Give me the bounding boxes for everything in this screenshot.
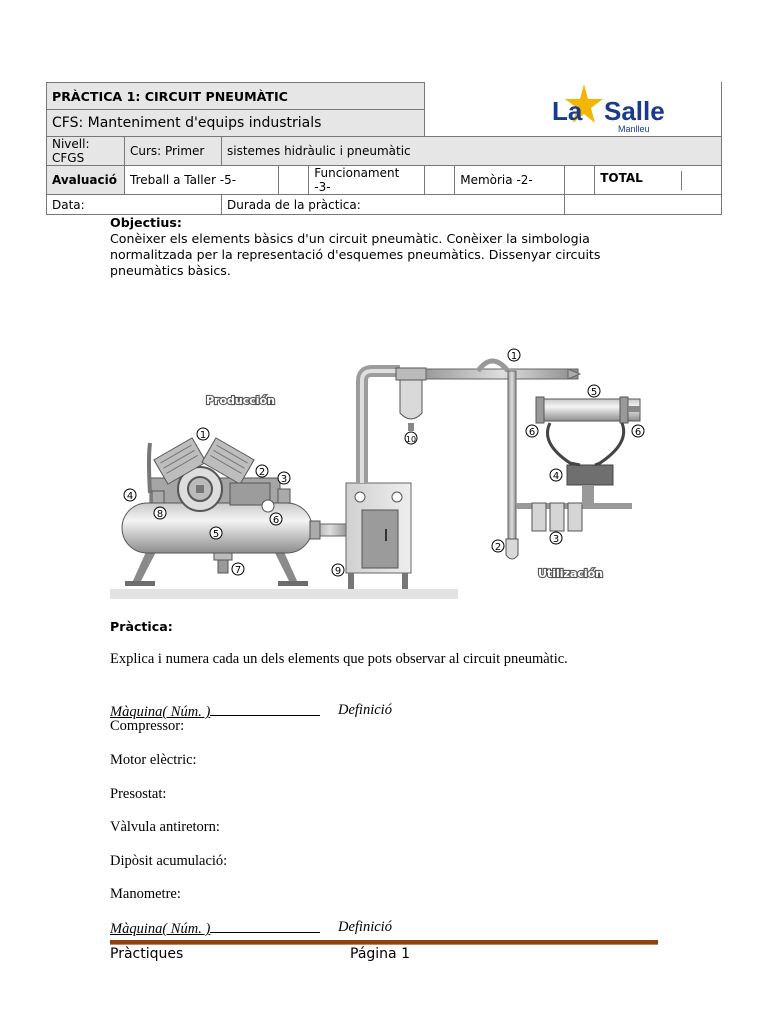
svg-text:9: 9 (334, 566, 342, 577)
item-valvula: Vàlvula antiretorn: (110, 819, 220, 835)
col-maquina-repeat: Màquina( Núm. ) (110, 921, 211, 937)
marker-5-utilization (588, 385, 600, 398)
col-definicio-repeat: Definició (338, 919, 392, 935)
svg-text:2: 2 (258, 467, 266, 478)
objectives-line: pneumàtics bàsics. (110, 263, 231, 278)
marker-7-production (232, 563, 244, 576)
total-cell (595, 166, 722, 195)
col-maquina: Màquina( Núm. ) (110, 704, 211, 720)
svg-text:6: 6 (634, 427, 642, 438)
marker-1-production (197, 428, 209, 441)
marker-6-utilization-left (526, 425, 538, 438)
course-line: CFS: Manteniment d'equips industrials (47, 110, 425, 137)
memoria-score[interactable] (565, 166, 595, 195)
memoria-cell: Memòria -2- (455, 166, 565, 195)
utilizacion-label: Utilización (538, 567, 604, 580)
marker-4-utilization (550, 469, 562, 482)
svg-text:10: 10 (405, 435, 417, 444)
marker-3-utilization (550, 532, 562, 545)
svg-text:1: 1 (510, 351, 518, 362)
svg-text:1: 1 (199, 430, 207, 441)
logo-sub: Manlleu (618, 124, 650, 134)
durada-cell: Durada de la pràctica: (222, 195, 565, 215)
svg-text:3: 3 (280, 474, 288, 485)
col-definicio: Definició (338, 702, 392, 718)
la-salle-logo (522, 82, 722, 137)
item-diposit: Dipòsit acumulació: (110, 853, 228, 869)
funcionament-score[interactable] (425, 166, 455, 195)
footer-rule (110, 940, 658, 945)
practice-title: PRÀCTICA 1: CIRCUIT PNEUMÀTIC (47, 83, 425, 110)
total-label: TOTAL (600, 170, 643, 185)
data-cell: Data: (47, 195, 222, 215)
logo-word-1: La (552, 96, 583, 126)
table-header-repeat (110, 919, 400, 938)
durada-value[interactable] (565, 195, 722, 215)
svg-text:6: 6 (272, 515, 280, 526)
avaluacio-label: Avaluació (47, 166, 125, 195)
marker-2-utilization (492, 540, 504, 553)
item-compressor: Compressor: (110, 718, 185, 734)
footer-page: Página 1 (350, 946, 410, 962)
svg-text:3: 3 (552, 534, 560, 545)
marker-2-production (256, 465, 268, 478)
practica-instruction: Explica i numera cada un dels elements que pots observar al circuit pneumàtic. (110, 651, 568, 667)
svg-text:5: 5 (590, 387, 598, 398)
funcionament-cell: Funcionament -3- (309, 166, 425, 195)
curs-cell: Curs: Primer (125, 137, 222, 166)
nivell-cell: Nivell: CFGS (47, 137, 125, 166)
item-manometre: Manometre: (110, 886, 181, 902)
item-motor: Motor elèctric: (110, 752, 197, 768)
svg-text:4: 4 (126, 491, 134, 502)
footer-left: Pràctiques (110, 946, 184, 962)
objectives-title: Objectius: (110, 215, 182, 230)
item-presostat: Presostat: (110, 786, 167, 802)
marker-4-production (124, 489, 136, 502)
subject-cell: sistemes hidràulic i pneumàtic (222, 137, 722, 166)
practica-title: Pràctica: (110, 619, 173, 634)
svg-text:5: 5 (212, 529, 220, 540)
svg-text:6: 6 (528, 427, 536, 438)
objectives-block (110, 215, 630, 279)
pneumatic-circuit-diagram (110, 343, 640, 603)
marker-1-utilization (508, 349, 520, 362)
treball-score[interactable] (279, 166, 309, 195)
marker-10-production (405, 432, 417, 444)
total-score[interactable] (681, 171, 721, 190)
objectives-line: Conèixer els elements bàsics d'un circuit pneumàtic. Conèixer la simbologia (110, 231, 590, 246)
svg-text:7: 7 (234, 565, 242, 576)
treball-cell: Treball a Taller -5- (125, 166, 279, 195)
objectives-line: normalitzada per la representació d'esquemes pneumàtics. Dissenyar circuits (110, 247, 601, 262)
svg-text:4: 4 (552, 471, 560, 482)
logo-word-2: Salle (604, 96, 665, 126)
svg-text:8: 8 (156, 509, 164, 520)
header-table (46, 82, 722, 212)
marker-6-utilization-right (632, 425, 644, 438)
svg-text:2: 2 (494, 542, 502, 553)
produccion-label: Producción (206, 394, 275, 407)
marker-9-production (332, 564, 344, 577)
